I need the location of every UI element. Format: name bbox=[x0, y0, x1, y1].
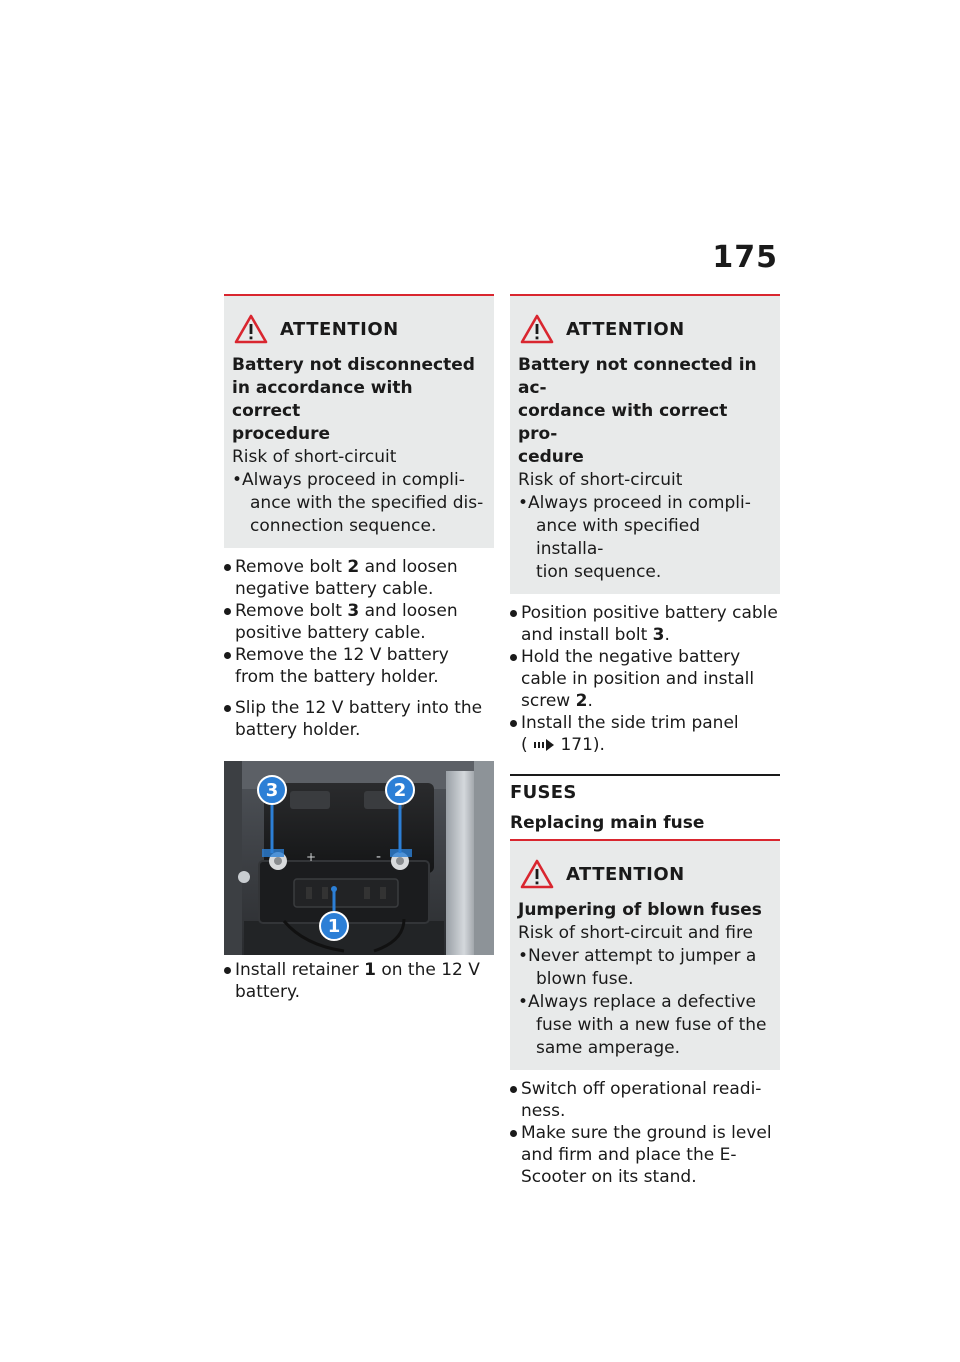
attention-bullets bbox=[518, 492, 772, 584]
callout-2: 2 bbox=[385, 775, 415, 805]
attention-bullet: • Always proceed in compli- ance with specified installa- tion sequence. bbox=[518, 493, 751, 582]
step-list-install-start bbox=[224, 697, 494, 741]
minus-mark: - bbox=[376, 849, 382, 865]
section-title: FUSES bbox=[510, 782, 577, 803]
step-list-connect bbox=[510, 602, 780, 756]
step-list-retainer bbox=[224, 959, 494, 1003]
attention-risk: Risk of short-circuit and fire bbox=[518, 923, 754, 943]
warning-triangle-icon bbox=[520, 314, 554, 344]
step-list-fuse bbox=[510, 1078, 780, 1188]
attention-heading: Jumpering of blown fuses bbox=[518, 900, 762, 920]
battery-holder-figure bbox=[224, 761, 494, 955]
warning-triangle-icon bbox=[234, 314, 268, 344]
attention-bullets bbox=[518, 945, 772, 1060]
attention-bullet: • Always replace a defective fuse with a new fuse of the same amperage. bbox=[518, 992, 767, 1058]
step-item: Remove bolt 3 and loosen positive battery cable. bbox=[224, 600, 494, 644]
step-item: Switch off operational readi- ness. bbox=[510, 1078, 780, 1122]
attention-title: ATTENTION bbox=[566, 863, 685, 885]
warning-triangle-icon bbox=[520, 859, 554, 889]
attention-box-disconnect bbox=[224, 294, 494, 548]
page-reference-arrow-icon bbox=[533, 739, 555, 751]
attention-bullets bbox=[232, 469, 486, 538]
attention-title: ATTENTION bbox=[566, 318, 685, 340]
callout-3: 3 bbox=[257, 775, 287, 805]
attention-bullet: • Always proceed in compli- ance with the specified dis- connection sequence. bbox=[232, 470, 484, 536]
step-list-removal bbox=[224, 556, 494, 688]
step-item: Position positive battery cable and install bolt 3. bbox=[510, 602, 780, 646]
attention-risk: Risk of short-circuit bbox=[232, 447, 397, 467]
plus-mark: + bbox=[306, 850, 317, 864]
step-item: Remove the 12 V battery from the battery holder. bbox=[224, 644, 494, 688]
step-item: Remove bolt 2 and loosen negative battery cable. bbox=[224, 556, 494, 600]
step-item: Make sure the ground is level and firm and place the E- Scooter on its stand. bbox=[510, 1122, 780, 1188]
step-item: Slip the 12 V battery into the battery holder. bbox=[224, 697, 494, 741]
section-divider bbox=[510, 774, 780, 776]
callout-1: 1 bbox=[319, 911, 349, 941]
step-item: Hold the negative battery cable in position and install screw 2. bbox=[510, 646, 780, 712]
attention-box-fuses bbox=[510, 841, 780, 1070]
step-item: Install retainer 1 on the 12 V battery. bbox=[224, 959, 494, 1003]
attention-heading: Battery not connected in ac- cordance with correct pro- cedure bbox=[518, 355, 757, 467]
left-column bbox=[224, 294, 494, 1003]
subsection-title: Replacing main fuse bbox=[510, 813, 705, 833]
attention-title: ATTENTION bbox=[280, 318, 399, 340]
right-column bbox=[510, 294, 780, 1188]
attention-heading: Battery not disconnected in accordance with correct procedure bbox=[232, 355, 475, 444]
attention-bullet: • Never attempt to jumper a blown fuse. bbox=[518, 946, 757, 989]
attention-risk: Risk of short-circuit bbox=[518, 470, 683, 490]
attention-box-connect bbox=[510, 294, 780, 594]
step-item: Install the side trim panel ( 171). bbox=[510, 712, 780, 756]
page-number: 175 bbox=[712, 240, 778, 275]
